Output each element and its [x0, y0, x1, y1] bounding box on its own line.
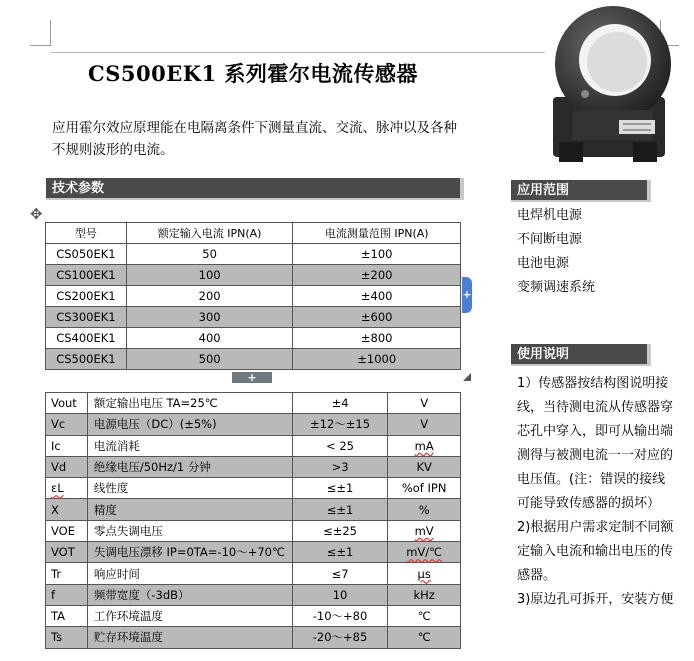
- cell-unit: V: [388, 414, 461, 435]
- table-row: [46, 627, 461, 648]
- cell-value: < 25: [292, 435, 388, 456]
- cell-range: ±200: [293, 265, 461, 286]
- list-item: 变频调速系统: [517, 280, 596, 295]
- cell-symbol: VOE: [46, 520, 88, 541]
- applications-list: [517, 204, 595, 300]
- sensor-product-image: [545, 2, 675, 172]
- table-row: [46, 563, 461, 584]
- table-row: [46, 542, 461, 563]
- cell-unit: kHz: [388, 584, 461, 605]
- table-row: [46, 244, 461, 265]
- cell-rated: 300: [126, 307, 293, 328]
- table-row: [46, 286, 461, 307]
- table-row: [46, 499, 461, 520]
- model-table-header: [46, 223, 461, 244]
- usage-paragraph: 2)根据用户需求定制不同额定输入电流和输出电压的传感器。: [517, 520, 674, 583]
- cell-value: ≤7: [292, 563, 388, 584]
- cell-desc: 响应时间: [87, 563, 292, 584]
- cell-range: ±1000: [293, 349, 461, 370]
- cell-symbol: X: [46, 499, 88, 520]
- cell-unit: μs: [388, 563, 461, 584]
- cell-desc: 贮存环境温度: [87, 627, 292, 648]
- cell-unit: KV: [388, 456, 461, 477]
- cell-rated: 200: [126, 286, 293, 307]
- cell-desc: 绝缘电压/50Hz/1 分钟: [87, 456, 292, 477]
- cell-unit: mV/℃: [388, 542, 461, 563]
- param-table: [45, 392, 461, 649]
- usage-header: 使用说明: [511, 344, 651, 366]
- add-column-button[interactable]: +: [462, 277, 472, 313]
- cell-unit: ℃: [388, 605, 461, 626]
- cell-model: CS100EK1: [46, 265, 127, 286]
- cell-unit: ℃: [388, 627, 461, 648]
- cell-range: ±400: [293, 286, 461, 307]
- cell-symbol: Ic: [46, 435, 88, 456]
- usage-text: [517, 372, 675, 612]
- table-row: [46, 605, 461, 626]
- cell-model: CS200EK1: [46, 286, 127, 307]
- table-resize-handle[interactable]: [463, 373, 471, 381]
- cell-value: ≤±1: [292, 499, 388, 520]
- cell-rated: 100: [126, 265, 293, 286]
- intro-paragraph: 应用霍尔效应原理能在电隔离条件下测量直流、交流、脉冲以及各种不规则波形的电流。: [52, 120, 457, 158]
- header-rated-current: 额定输入电流 IPN(A): [126, 223, 293, 244]
- table-row: [46, 456, 461, 477]
- cell-desc: 失调电压漂移 IP=0TA=-10～+70℃: [87, 542, 292, 563]
- cell-value: -10～+80: [292, 605, 388, 626]
- table-row: [46, 349, 461, 370]
- cell-model: CS400EK1: [46, 328, 127, 349]
- cell-value: ±12～±15: [292, 414, 388, 435]
- table-row: [46, 393, 461, 414]
- cell-model: CS050EK1: [46, 244, 127, 265]
- cell-value: ≤±25: [292, 520, 388, 541]
- cell-unit: V: [388, 393, 461, 414]
- cell-symbol: f: [46, 584, 88, 605]
- cell-desc: 频带宽度（-3dB）: [87, 584, 292, 605]
- cell-unit: %: [388, 499, 461, 520]
- table-move-handle[interactable]: ✥: [30, 205, 43, 223]
- cell-range: ±600: [293, 307, 461, 328]
- cell-unit: mV: [388, 520, 461, 541]
- table-row: [46, 307, 461, 328]
- cell-symbol: Vd: [46, 456, 88, 477]
- cell-value: 10: [292, 584, 388, 605]
- add-row-button[interactable]: +: [232, 372, 272, 383]
- cell-range: ±100: [293, 244, 461, 265]
- applications-header: 应用范围: [511, 180, 651, 202]
- usage-paragraph: 1）传感器按结构图说明接线，当待测电流从传感器穿芯孔中穿入，即可从输出端测得与被测电流一一对应的电压值。(注：错误的接线可能导致传感器的损坏）: [517, 376, 674, 511]
- cell-desc: 精度: [87, 499, 292, 520]
- cell-symbol: εL: [46, 478, 88, 499]
- page-title: CS500EK1 系列霍尔电流传感器: [88, 61, 418, 86]
- header-model: 型号: [46, 223, 127, 244]
- cell-rated: 50: [126, 244, 293, 265]
- list-item: 不间断电源: [517, 232, 583, 247]
- cell-symbol: Ts: [46, 627, 88, 648]
- table-row: [46, 520, 461, 541]
- cell-symbol: Vc: [46, 414, 88, 435]
- cell-desc: 线性度: [87, 478, 292, 499]
- table-row: [46, 414, 461, 435]
- crop-mark-top-left: [30, 20, 51, 46]
- cell-value: -20～+85: [292, 627, 388, 648]
- cell-model: CS300EK1: [46, 307, 127, 328]
- table-row: [46, 478, 461, 499]
- model-table: [45, 222, 461, 370]
- cell-unit: mA: [388, 435, 461, 456]
- cell-desc: 电流消耗: [87, 435, 292, 456]
- table-row: [46, 265, 461, 286]
- cell-value: ≤±1: [292, 478, 388, 499]
- cell-symbol: VOT: [46, 542, 88, 563]
- cell-value: >3: [292, 456, 388, 477]
- cell-symbol: Vout: [46, 393, 88, 414]
- cell-desc: 额定输出电压 TA=25℃: [87, 393, 292, 414]
- cell-value: ±4: [292, 393, 388, 414]
- cell-symbol: Tr: [46, 563, 88, 584]
- cell-rated: 500: [126, 349, 293, 370]
- cell-desc: 电源电压（DC）(±5%): [87, 414, 292, 435]
- header-rule: [50, 52, 545, 53]
- cell-value: ≤±1: [292, 542, 388, 563]
- cell-rated: 400: [126, 328, 293, 349]
- table-row: [46, 584, 461, 605]
- table-row: [46, 435, 461, 456]
- usage-paragraph: 3)原边孔可拆开，安装方便: [517, 592, 674, 607]
- cell-range: ±800: [293, 328, 461, 349]
- list-item: 电池电源: [517, 256, 570, 271]
- list-item: 电焊机电源: [517, 208, 583, 223]
- tech-params-header: 技术参数: [46, 178, 464, 200]
- cell-symbol: TA: [46, 605, 88, 626]
- cell-model: CS500EK1: [46, 349, 127, 370]
- header-measure-range: 电流测量范围 IPN(A): [293, 223, 461, 244]
- cell-desc: 零点失调电压: [87, 520, 292, 541]
- cell-unit: %of IPN: [388, 478, 461, 499]
- cell-desc: 工作环境温度: [87, 605, 292, 626]
- table-row: [46, 328, 461, 349]
